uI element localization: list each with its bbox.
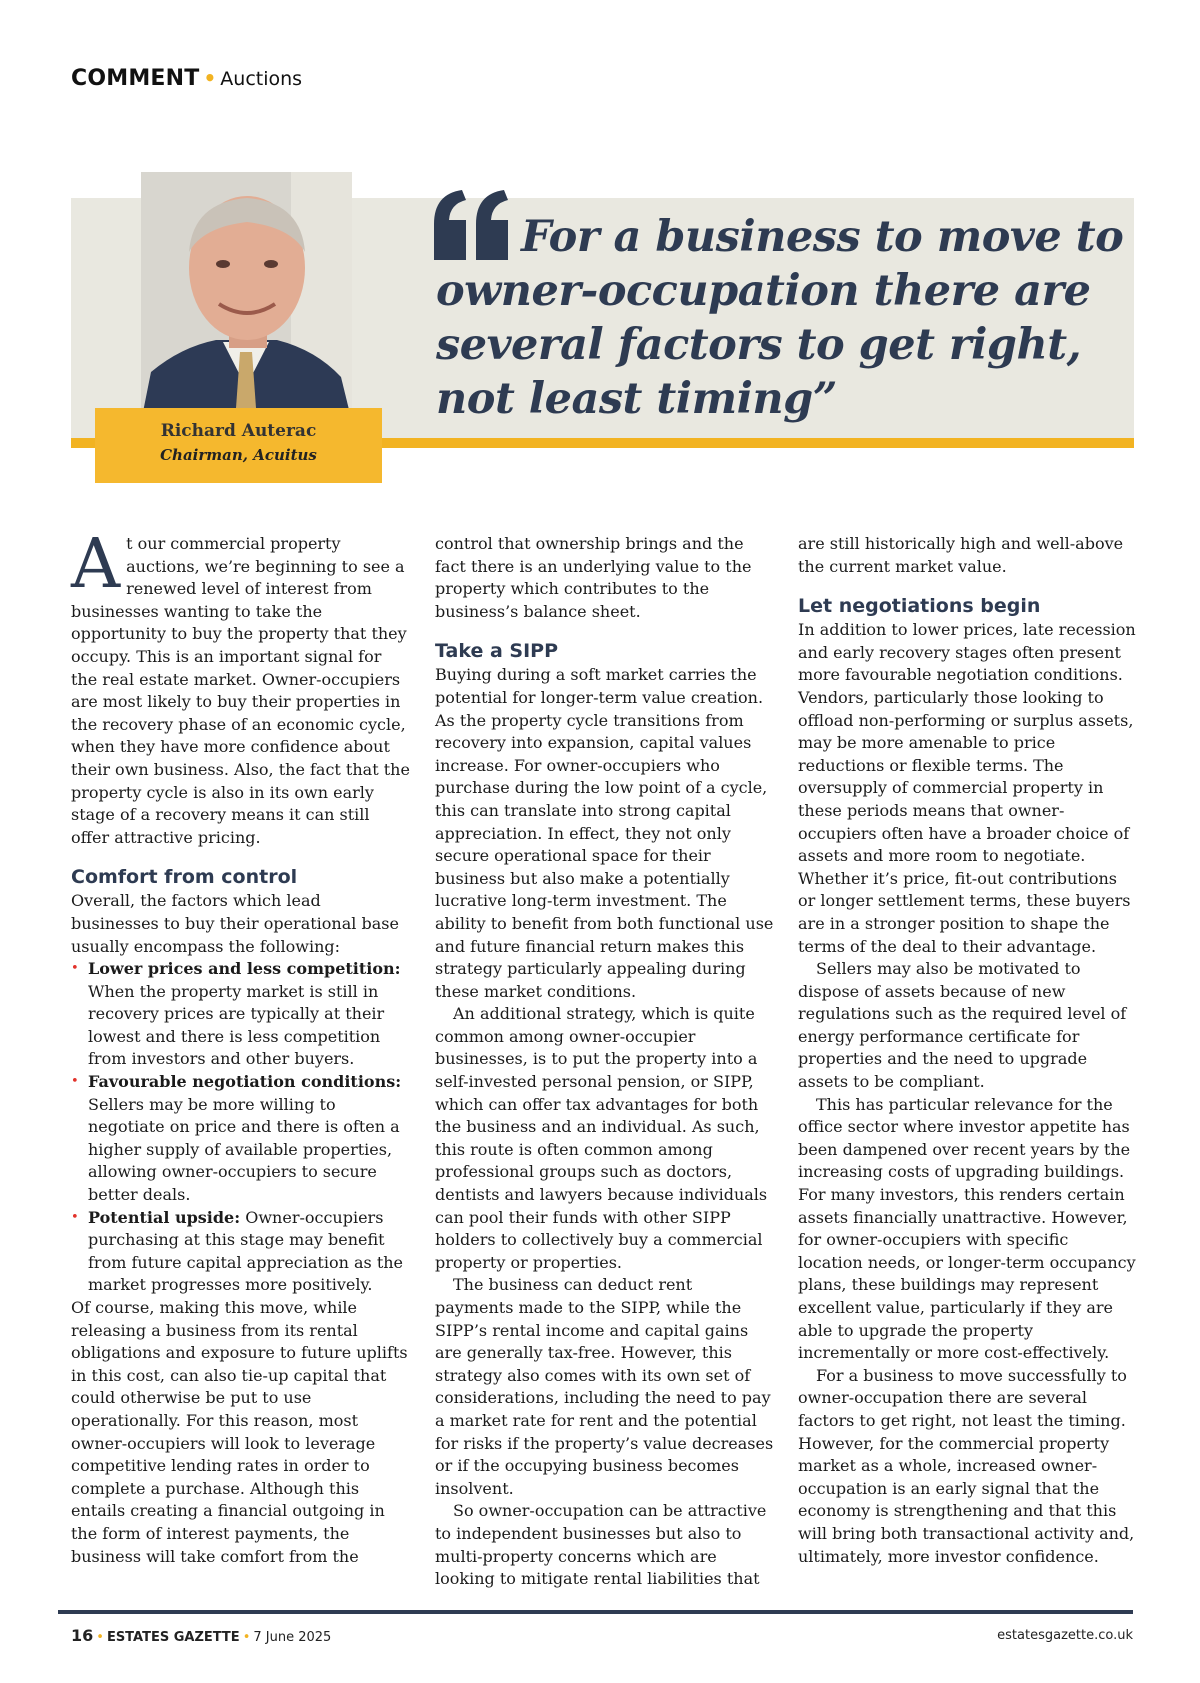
- section-separator: •: [203, 66, 217, 90]
- magazine-name: ESTATES GAZETTE: [106, 1630, 240, 1645]
- author-role: Chairman, Acuitus: [160, 446, 317, 464]
- factor-list: [71, 958, 411, 1297]
- subheading-comfort-from-control: Comfort from control: [71, 866, 298, 889]
- list-item: [88, 1071, 411, 1207]
- body-paragraph: Of course, making this move, while releasing a business from its rental obligations and exposure to future uplifts in this cost, can also tie-up capital that could otherwise be put to use operationally. For this reason, most owner-occupiers will look to leverage competitive lending rates in order to complete a purchase. Although this entails creating a financial outgoing in the form of interest payments, the business will take comfort from the: [71, 1298, 408, 1566]
- list-item-text: When the property market is still in recovery prices are typically at their lowest and there is less competition from investors and other buyers.: [88, 981, 385, 1069]
- body-paragraph: are still historically high and well-above the current market value.: [798, 534, 1124, 576]
- subheading-take-a-sipp: Take a SIPP: [435, 640, 558, 663]
- intro-paragraph: [71, 525, 411, 849]
- author-portrait: [141, 172, 352, 422]
- article-column-2: [435, 533, 775, 1591]
- list-item: [88, 958, 411, 1071]
- author-caption: [95, 408, 382, 483]
- footer-url[interactable]: estatesgazette.co.uk: [997, 1628, 1133, 1643]
- footer-rule: [58, 1610, 1133, 1614]
- intro-text: t our commercial property auctions, we’re beginning to see a renewed level of interest from businesses wanting to take the opportunity to buy the property that they occupy. This is an important signal for the real estate market. Owner-occupiers are most likely to buy their properties in the recovery phase of an economic cycle, when they have more confidence about their own business. Also, the fact that the property cycle is also in its own early stage of a recovery means it can still offer attractive pricing.: [71, 534, 410, 847]
- pull-quote-line-4: not least timing”: [436, 374, 837, 424]
- pull-quote-line-2: owner-occupation there are: [436, 266, 1091, 316]
- body-paragraph: So owner-occupation can be attractive to independent businesses but also to multi-property concerns which are looking to mitigate rental liabilities that: [435, 1501, 767, 1589]
- subsection-name: Auctions: [220, 68, 303, 90]
- list-item: [88, 1207, 411, 1297]
- section-header: [71, 66, 302, 91]
- footer-separator: •: [242, 1630, 251, 1645]
- pull-quote: [436, 210, 1126, 426]
- drop-cap: A: [71, 525, 121, 604]
- body-paragraph: Sellers may also be motivated to dispose of assets because of new regulations such as the required level of energy performance certificate for properties and the need to upgrade assets to be compliant.: [798, 959, 1127, 1092]
- body-paragraph: control that ownership brings and the fact there is an underlying value to the property which contributes to the business’s balance sheet.: [435, 534, 752, 621]
- footer-folio: [71, 1626, 331, 1645]
- author-name: Richard Auterac: [160, 421, 317, 441]
- body-paragraph: An additional strategy, which is quite common among owner-occupier businesses, is to put the property into a self-invested personal pension, or SIPP, which can offer tax advantages for both the business and an individual. As such, this route is often common among professional groups such as doctors, dentists and lawyers because individuals can pool their funds with other SIPP holders to collectively buy a commercial property or properties.: [435, 1004, 768, 1272]
- body-paragraph: This has particular relevance for the office sector where investor appetite has been dampened over recent years by the increasing costs of upgrading buildings. For many investors, this renders certain assets financially unattractive. However, for owner-occupiers with specific location needs, or longer-term occupancy plans, these buildings may represent excellent value, particularly if they are able to upgrade the property incrementally or more cost-effectively.: [798, 1094, 1136, 1363]
- list-item-title: Favourable negotiation conditions:: [88, 1072, 402, 1092]
- body-paragraph: In addition to lower prices, late recession and early recovery stages often present more favourable negotiation conditions. Vendors, particularly those looking to offload non-performing or surplus assets, may be more amenable to price reductions or flexible terms. The oversupply of commercial property in these periods means that owner-occupiers often have a broader choice of assets and more room to negotiate. Whether it’s price, fit-out contributions or longer settlement terms, these buyers are in a stronger position to shape the terms of the deal to their advantage.: [798, 620, 1136, 956]
- pull-quote-line-1: For a business to move to: [521, 212, 1124, 262]
- body-paragraph: For a business to move successfully to owner-occupation there are several factors to get right, not least the timing. However, for the commercial property market as a whole, increased owner-occupation is an early signal that the economy is strengthening and that this will bring both transactional activity and, ultimately, more investor confidence.: [798, 1365, 1135, 1566]
- article-column-3: [798, 533, 1138, 1568]
- pull-quote-line-3: several factors to get right,: [436, 320, 1082, 370]
- body-paragraph: Overall, the factors which lead businesses to buy their operational base usually encompass the following:: [71, 891, 399, 956]
- body-paragraph: Buying during a soft market carries the potential for longer-term value creation. As the property cycle transitions from recovery into expansion, capital values increase. For owner-occupiers who purchase during the low point of a cycle, this can translate into strong capital appreciation. In effect, they not only secure operational space for their business but also make a potentially lucrative long-term investment. The ability to benefit from both functional use and future financial return makes this strategy particularly appealing during these market conditions.: [435, 665, 774, 1001]
- issue-date: 7 June 2025: [253, 1630, 332, 1645]
- article-column-1: [71, 525, 411, 1568]
- footer-separator: •: [96, 1630, 104, 1645]
- page-number: 16: [71, 1626, 94, 1645]
- section-name: COMMENT: [71, 66, 200, 91]
- list-item-title: Lower prices and less competition:: [88, 959, 401, 979]
- list-item-text: Owner-occupiers purchasing at this stage may benefit from future capital appreciation as the market progresses more positively.: [88, 1207, 404, 1295]
- list-item-text: Sellers may be more willing to negotiate on price and there is often a higher supply of available properties, allowing owner-occupiers to secure better deals.: [88, 1094, 400, 1205]
- list-item-title: Potential upside:: [88, 1207, 241, 1227]
- subheading-let-negotiations-begin: Let negotiations begin: [798, 595, 1041, 618]
- body-paragraph: The business can deduct rent payments made to the SIPP, while the SIPP’s rental income and capital gains are generally tax-free. However, this strategy also comes with its own set of considerations, including the need to pay a market rate for rent and the potential for risks if the property’s value decreases or if the occupying business becomes insolvent.: [435, 1275, 774, 1498]
